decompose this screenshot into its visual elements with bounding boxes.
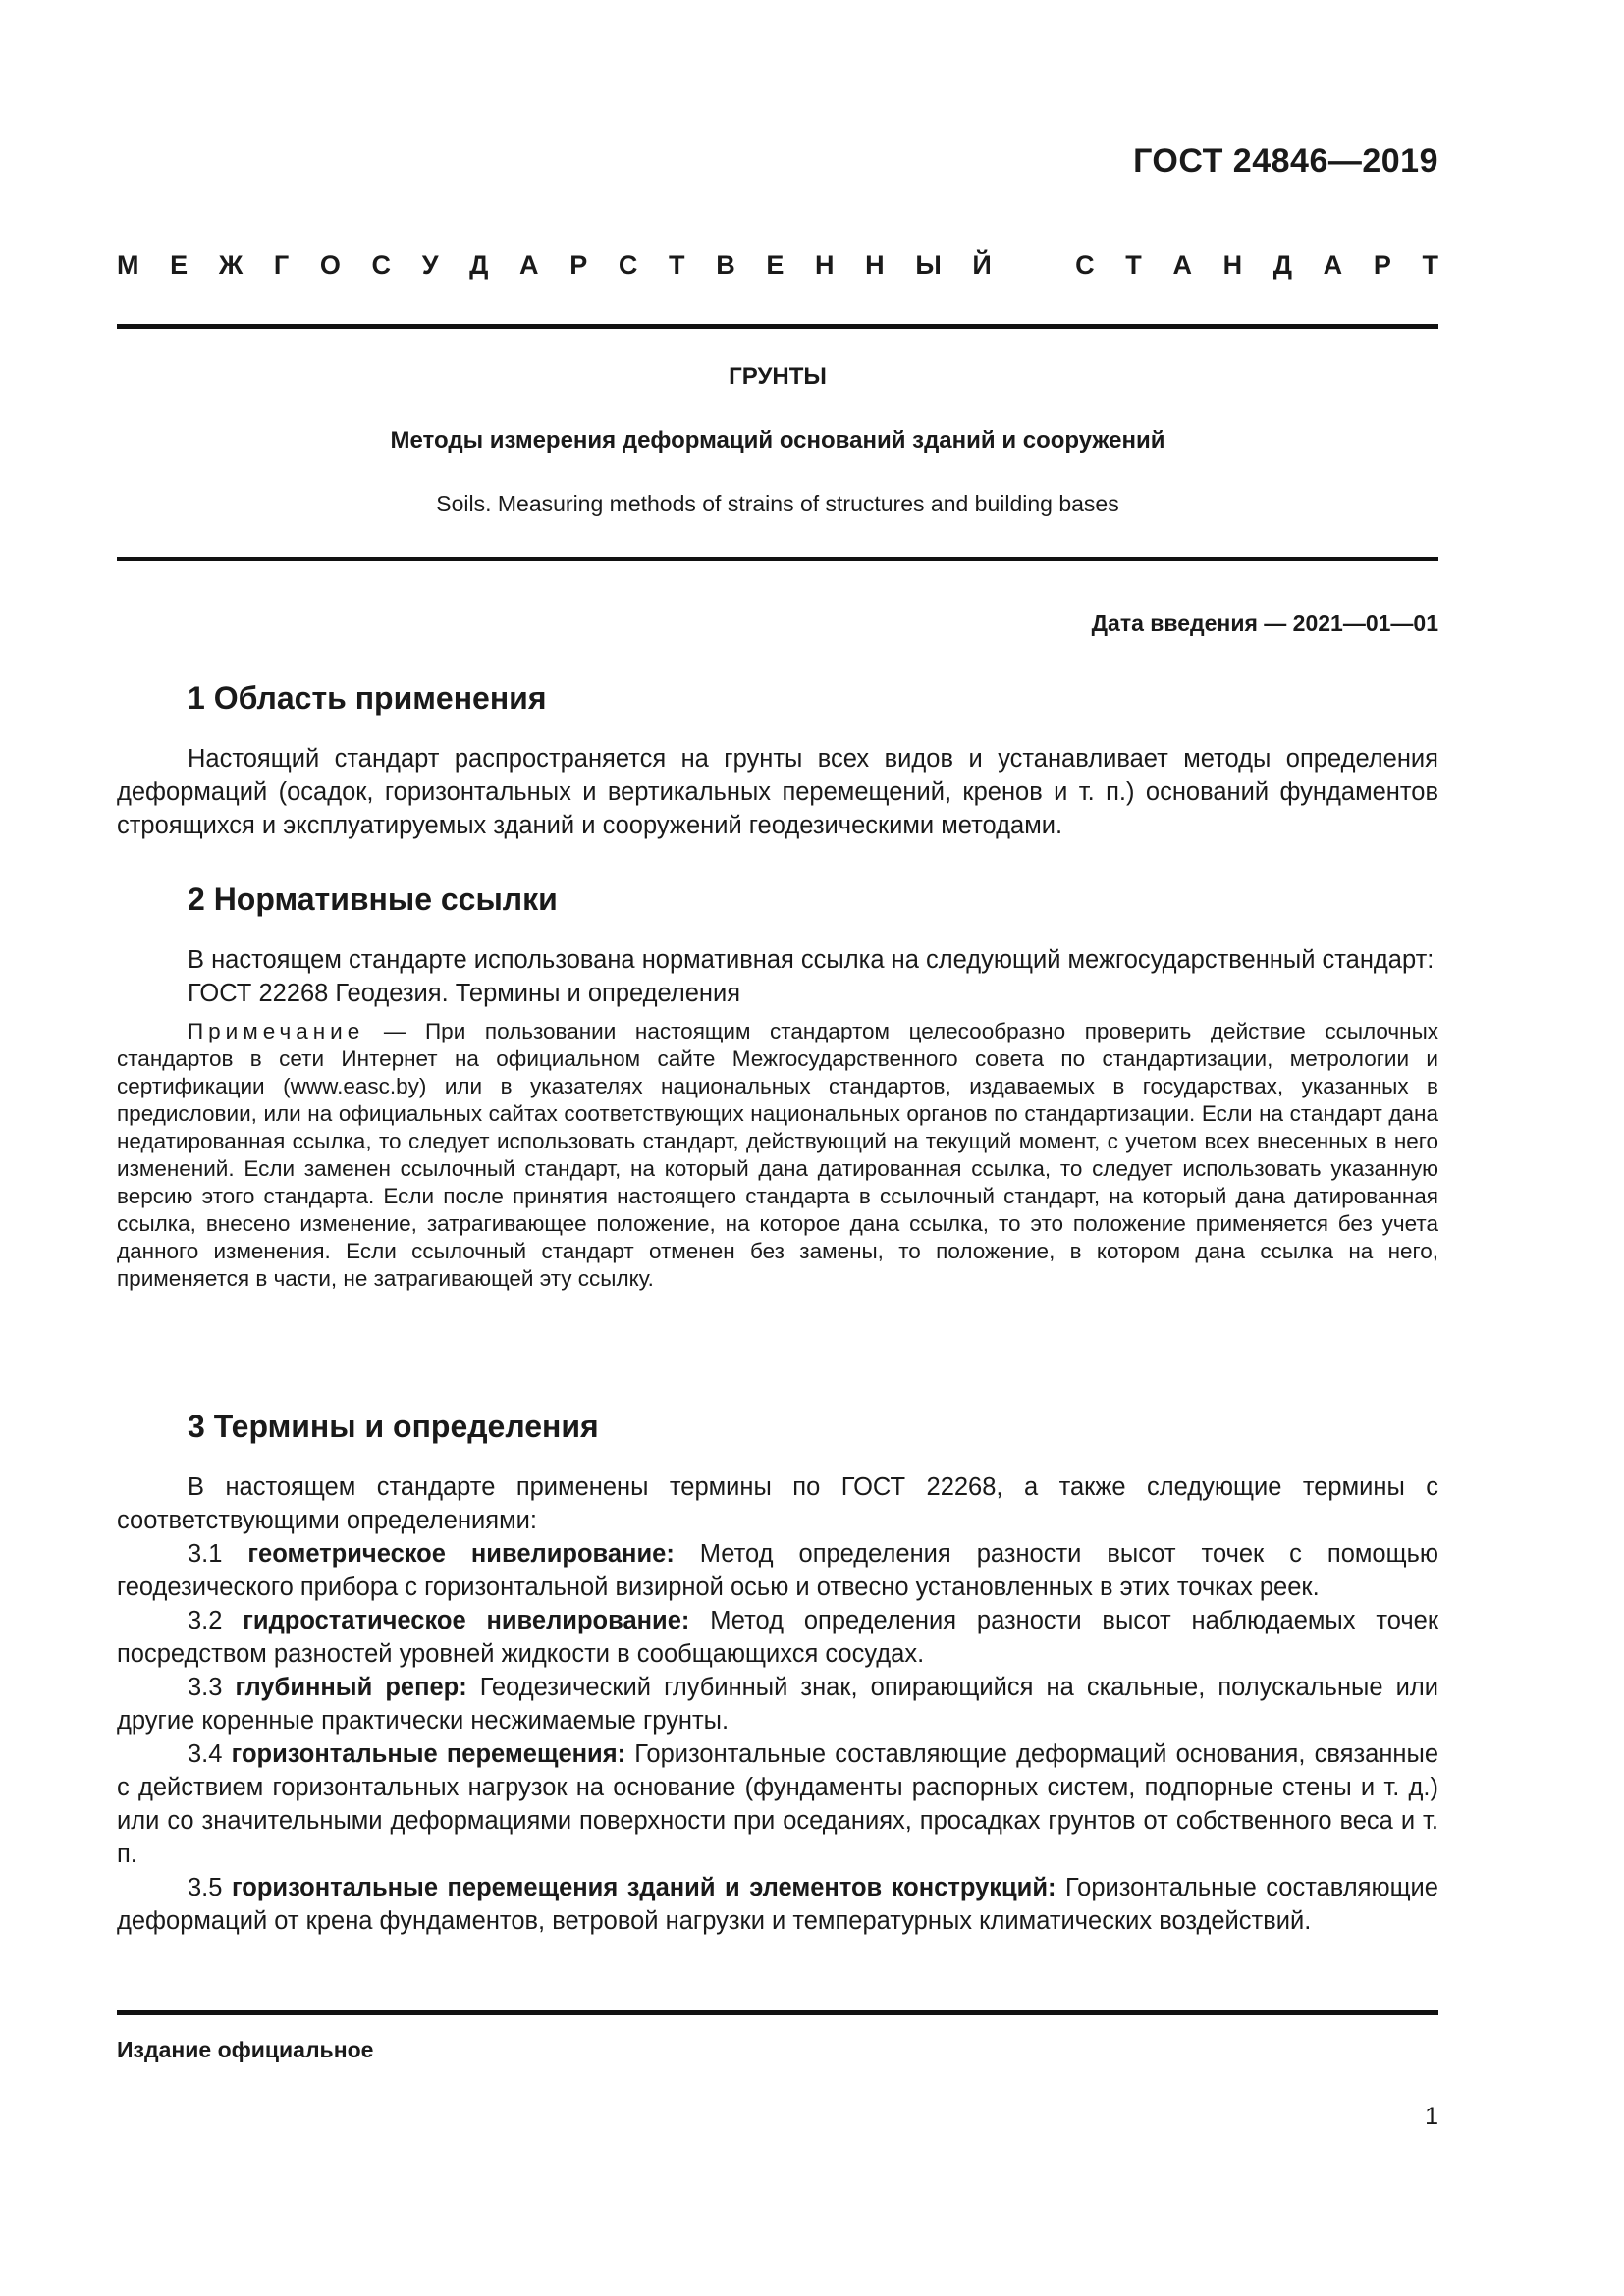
introduction-date: Дата введения — 2021—01—01 — [1091, 611, 1438, 636]
page-number: 1 — [1425, 2103, 1438, 2130]
section-scope — [117, 680, 1438, 842]
banner-letter: В — [716, 250, 735, 280]
note-label: Примечание — [188, 1019, 365, 1043]
divider-bottom — [117, 2010, 1438, 2015]
term-definition — [117, 1737, 1438, 1871]
divider-title — [117, 557, 1438, 561]
banner-letter: Р — [1373, 250, 1391, 280]
banner-letter: Д — [1272, 250, 1293, 280]
term-name: глубинный репер: — [235, 1674, 467, 1701]
term-name: горизонтальные перемещения зданий и элементов конструкций: — [231, 1874, 1056, 1901]
banner-letter: М — [117, 250, 139, 280]
banner-letter: Г — [273, 250, 290, 280]
section-paragraph: Настоящий стандарт распространяется на грунты всех видов и устанавливает методы определения деформаций (осадок, горизонтальных и вертикальных перемещений, кренов и т. п.) оснований фундаментов строящихся и эксплуатируемых зданий и сооружений геодезическими методами. — [117, 745, 1438, 839]
term-definition — [117, 1671, 1438, 1737]
note-paragraph — [117, 1018, 1438, 1293]
term-definition — [117, 1537, 1438, 1604]
term-number: 3.1 — [188, 1540, 248, 1568]
official-edition-label: Издание официальное — [117, 2037, 374, 2062]
banner-letter: Н — [865, 250, 885, 280]
banner-letter: Й — [972, 250, 992, 280]
banner-letter: Т — [669, 250, 685, 280]
term-number: 3.3 — [188, 1674, 236, 1701]
banner-letter: С — [371, 250, 392, 280]
section-heading: 2 Нормативные ссылки — [188, 881, 558, 917]
banner-letter: Е — [766, 250, 785, 280]
term-name: гидростатическое нивелирование: — [243, 1607, 690, 1634]
reference-item: ГОСТ 22268 Геодезия. Термины и определения — [188, 980, 741, 1007]
banner-letter: Е — [170, 250, 189, 280]
term-number: 3.2 — [188, 1607, 244, 1634]
banner-letter: О — [319, 250, 341, 280]
banner-letter: А — [1172, 250, 1192, 280]
banner-letter: Д — [469, 250, 489, 280]
standard-type-banner — [117, 250, 1438, 281]
term-text: Горизонтальные составляющие деформаций основания, связанные с действием горизонтальных нагрузок на основание (фундаменты распорных систем, подпорные стены и т. д.) или со значительными деформациями поверхности при оседаниях, просадках грунтов от собственного веса и т. п. — [117, 1740, 1438, 1868]
banner-space — [1022, 250, 1044, 281]
section-heading: 3 Термины и определения — [188, 1409, 599, 1444]
divider-top — [117, 324, 1438, 329]
term-text: Горизонтальные составляющие деформаций от крена фундаментов, ветровой нагрузки и температурных климатических воздействий. — [117, 1874, 1438, 1935]
banner-letter: С — [618, 250, 638, 280]
section-terms-definitions — [117, 1409, 1438, 1938]
section-paragraph: В настоящем стандарте применены термины по ГОСТ 22268, а также следующие термины с соответствующими определениями: — [117, 1473, 1438, 1534]
banner-letter: С — [1075, 250, 1095, 280]
title-english: Soils. Measuring methods of strains of structures and building bases — [436, 491, 1119, 516]
section-paragraph: В настоящем стандарте использована нормативная ссылка на следующий межгосударственный стандарт: — [188, 946, 1435, 974]
title-subtitle: Методы измерения деформаций оснований зданий и сооружений — [390, 427, 1165, 454]
term-text: Метод определения разности высот наблюдаемых точек посредством разностей уровней жидкости в сообщающихся сосудах. — [117, 1607, 1438, 1668]
banner-letter: Н — [815, 250, 835, 280]
term-definition — [117, 1871, 1438, 1938]
term-name: горизонтальные перемещения: — [231, 1740, 626, 1768]
term-text: Геодезический глубинный знак, опирающийся на скальные, полускальные или другие коренные практически несжимаемые грунты. — [117, 1674, 1438, 1735]
banner-letter: Н — [1222, 250, 1243, 280]
document-number: ГОСТ 24846—2019 — [1133, 142, 1438, 180]
banner-letter: Р — [569, 250, 588, 280]
banner-letter: Т — [1422, 250, 1438, 280]
banner-letter: Ы — [915, 250, 942, 280]
term-name: геометрическое нивелирование: — [247, 1540, 675, 1568]
term-number: 3.4 — [188, 1740, 232, 1768]
document-page — [117, 0, 1438, 2296]
section-heading: 1 Область применения — [188, 680, 547, 716]
banner-letter: Ж — [218, 250, 244, 280]
term-number: 3.5 — [188, 1874, 232, 1901]
term-text: Метод определения разности высот точек с помощью геодезического прибора с горизонтальной визирной осью и отвесно установленных в этих точках реек. — [117, 1540, 1438, 1601]
banner-letter: А — [1323, 250, 1343, 280]
term-definition — [117, 1604, 1438, 1671]
note-text: — При пользовании настоящим стандартом целесообразно проверить действие ссылочных стандартов в сети Интернет на официальном сайте Межгосударственного совета по стандартизации, метрологии и сертификации (www.easc.by) или в указателях национальных стандартов, издаваемых в государствах, указанных в предисловии, или на официальных сайтах соответствующих национальных органов по стандартизации. Если на стандарт дана недатированная ссылка, то следует использовать стандарт, действующий на текущий момент, с учетом всех внесенных в него изменений. Если заменен ссылочный стандарт, на который дана датированная ссылка, то следует использовать указанную версию этого стандарта. Если после принятия настоящего стандарта в ссылочный стандарт, на который дана датированная ссылка, внесено изменение, затрагивающее положение, на которое дана ссылка, то это положение применяется без учета данного изменения. Если ссылочный стандарт отменен без замены, то положение, в котором дана ссылка на него, применяется в части, не затрагивающей эту ссылку. — [117, 1019, 1438, 1291]
title-main: ГРУНТЫ — [729, 363, 827, 390]
banner-letter: Т — [1125, 250, 1142, 280]
banner-letter: А — [519, 250, 539, 280]
banner-letter: У — [421, 250, 439, 280]
section-normative-references — [117, 881, 1438, 1293]
